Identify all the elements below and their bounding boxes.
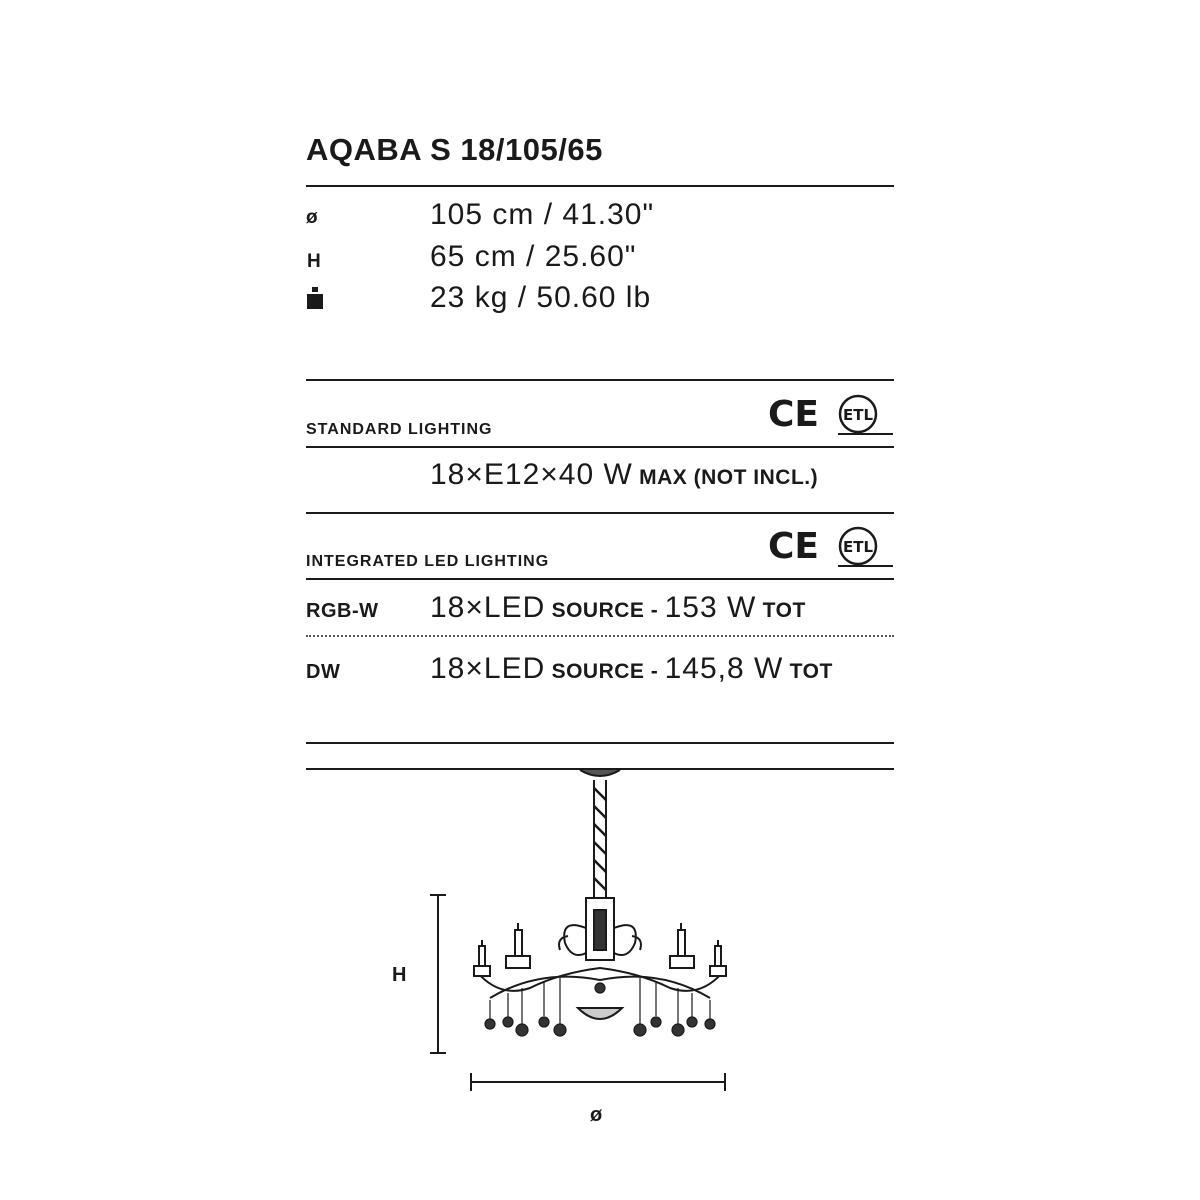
- diameter-value: 105 cm / 41.30": [430, 198, 655, 231]
- weight-value: 23 kg / 50.60 lb: [430, 281, 652, 314]
- standard-lighting-note: MAX (NOT INCL.): [632, 466, 819, 489]
- chandelier-drawing: [460, 768, 740, 1058]
- led-tot: TOT: [783, 660, 833, 683]
- certification-marks: [768, 524, 898, 568]
- weight-icon: [306, 286, 324, 310]
- height-symbol: H: [307, 251, 321, 272]
- led-watts: 145,8 W: [664, 652, 784, 685]
- led-row-label: RGB-W: [306, 600, 379, 622]
- led-source: SOURCE: [545, 660, 645, 683]
- product-title: AQABA S 18/105/65: [306, 132, 603, 167]
- divider: [306, 446, 894, 448]
- standard-lighting-spec: [430, 458, 818, 492]
- divider: [306, 379, 894, 381]
- led-tot: TOT: [756, 599, 806, 622]
- certification-marks: [768, 392, 898, 436]
- led-count: 18×LED: [430, 591, 546, 624]
- etl-mark: [838, 396, 893, 434]
- standard-lighting-title: STANDARD LIGHTING: [306, 421, 493, 438]
- standard-lighting-value: 18×E12×40 W: [430, 458, 633, 491]
- height-dimension-line: [428, 893, 448, 1055]
- etl-mark: [838, 528, 893, 566]
- diameter-label: ø: [590, 1104, 603, 1126]
- svg-text:ETL: ETL: [842, 538, 874, 556]
- led-separator: -: [644, 660, 665, 683]
- led-watts: 153 W: [664, 591, 757, 624]
- ce-mark: CE: [768, 526, 820, 567]
- dotted-divider: [306, 635, 894, 637]
- diameter-symbol: ø: [306, 207, 318, 228]
- led-source: SOURCE: [545, 599, 645, 622]
- divider: [306, 578, 894, 580]
- led-count: 18×LED: [430, 652, 546, 685]
- diameter-dimension-line: [469, 1071, 729, 1093]
- led-separator: -: [644, 599, 665, 622]
- led-row-label: DW: [306, 661, 341, 683]
- height-value: 65 cm / 25.60": [430, 240, 637, 273]
- led-lighting-title: INTEGRATED LED LIGHTING: [306, 553, 550, 570]
- svg-text:ETL: ETL: [842, 406, 874, 424]
- ce-mark: CE: [768, 394, 820, 435]
- divider: [306, 185, 894, 187]
- height-label: H: [392, 964, 407, 986]
- divider: [306, 512, 894, 514]
- led-row-spec: [430, 652, 833, 686]
- led-row-spec: [430, 591, 806, 625]
- divider: [306, 742, 894, 744]
